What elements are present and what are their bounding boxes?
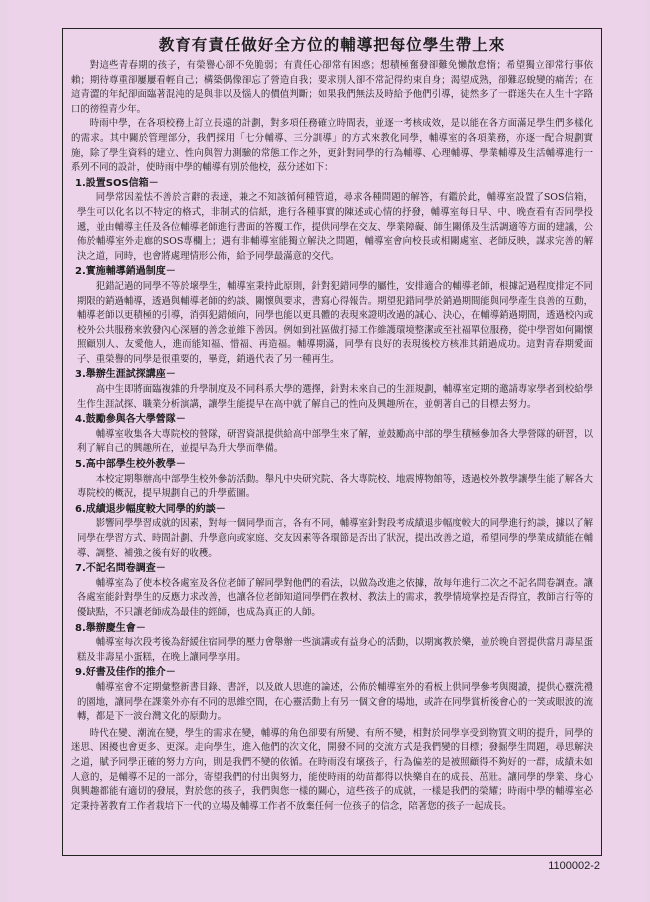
section-heading: 4.鼓勵參與各大學營隊－ bbox=[75, 414, 186, 426]
intro-paragraph-2: 時雨中學，在各項校務上訂立長遠的計劃，對多項任務確立時間表，並逐一考核成效，是以能在各方面滿足學生們多樣化的需求。其中關於管理部分，我們採用「七分輔導、三分訓導」的方式來教化同學，輔導室的各項業務，亦逐一配合規劃實施，除了學生資料的建立、性向與智力測驗的常態工作之外，更針對同學的行為輔導、心理輔導、學業輔導及生活輔導進行一系列不同的設計，使時雨中學的輔導有別於他校，茲分述如下： bbox=[71, 118, 593, 174]
section-body: 高中生即將面臨複雜的升學制度及不同科系大學的選擇，針對未來自己的生涯規劃，輔導室定期的邀請專家學者到校給學生作生涯試探、職業分析演講，讓學生能提早在高中就了解自己的性向及興趣所在，並朝著自己的目標去努力。 bbox=[77, 384, 593, 410]
section-heading: 1.設置SOS信箱－ bbox=[75, 177, 159, 189]
content-frame bbox=[62, 28, 602, 856]
section-body: 輔導室收集各大專院校的營隊，研習資訊提供給高中部學生來了解，並鼓勵高中部的學生積極參加各大學營隊的研習，以利了解自己的興趣所在，並提早為升大學而準備。 bbox=[77, 428, 593, 455]
section-body: 同學常因羞怯不善於言辭的表達，兼之不知該循何種管道，尋求各種問題的解答，有鑑於此，輔導室設置了SOS信箱，學生可以化名以不特定的格式，非制式的信紙，進行各種事實的陳述或心情的抒發，輔導室每日早、中、晚查看有否同學投遞，並由輔導主任及各位輔導老師進行書面的答覆工作，提供同學在交友、學業障礙、師生關係及生活調適等方面的建議，公佈於輔導室外走廊的SOS專欄上；遇有非輔導室能獨立解決之問題，輔導室會向校長或相關處室、老師反映，謀求完善的解決之道，同時，也會將處理情形公佈，給予同學最滿意的交代。 bbox=[77, 192, 593, 262]
section-heading: 3.舉辦生涯試探講座－ bbox=[75, 369, 176, 381]
section-body: 影響同學學習成就的因素，對每一個同學而言，各有不同，輔導室針對段考成績退步幅度較大的同學進行約談，據以了解同學在學習方式、時間計劃、升學意向或家庭、交友因素等各環節是否出了狀況，提出改善之道，希望同學的學業成績能在輔導、調整、補強之後有好的收穫。 bbox=[77, 518, 593, 559]
section-heading: 6.成績退步幅度較大同學的約談－ bbox=[75, 503, 226, 515]
section-counseling-demerit bbox=[71, 265, 593, 367]
section-body: 輔導室會不定期彙整新書目錄、書評，以及啟人思進的論述，公佈於輔導室外的看板上供同學參考與閱讀，提供心靈洗禮的園地，讓同學在課業外亦有不同的思維空間，在心靈活動上有另一個文會的場地，或許在同學賞析後會心的一笑或眼波的流轉，都是下一波台灣文化的原動力。 bbox=[77, 681, 593, 723]
section-body: 本校定期舉辦高中部學生校外參訪活動。舉凡中央研究院、各大專院校、地震博物館等，透過校外教學讓學生能了解各大專院校的概況，提早規劃自己的升學藍圖。 bbox=[77, 473, 593, 500]
page-code: 1100002-2 bbox=[548, 860, 600, 872]
section-body: 輔導室為了使本校各處室及各位老師了解同學對他們的看法，以做為改進之依據，故每年進行二次之不記名問卷調查。讓各處室能針對學生的反應力求改善，也讓各位老師知道同學們在教材、教法上的需求，教學情境掌控是否得宜，教師言行等的優缺點，不只讓老師成為最佳的經師，也成為真正的人師。 bbox=[77, 577, 593, 618]
section-heading: 2.實施輔導銷過制度－ bbox=[75, 266, 176, 278]
section-heading: 9.好書及佳作的推介－ bbox=[75, 667, 176, 679]
section-heading: 8.舉辦慶生會－ bbox=[75, 622, 146, 634]
section-body: 輔導室每次段考後為舒緩住宿同學的壓力會舉辦一些演講或有益身心的活動，以期寓教於樂，並於晚自習提供當月壽星蛋糕及非壽星小蛋糕，在晚上讓同學享用。 bbox=[77, 637, 593, 663]
section-grade-drop-interviews bbox=[71, 503, 593, 561]
document-page bbox=[6, 0, 646, 902]
section-heading: 5.高中部學生校外教學－ bbox=[75, 459, 186, 471]
section-career-lectures bbox=[71, 368, 593, 412]
document-title: 教育有責任做好全方位的輔導把每位學生帶上來 bbox=[158, 35, 506, 54]
closing-paragraph: 時代在變、潮流在變，學生的需求在變，輔導的角色卻要有所變、有所不變，相對於同學享受到物質文明的提升，同學的迷思、困擾也會更多、更深。走向學生，進入他們的次文化，開發不同的交流方式是我們變的目標；發掘學生問題，尋思解決之道，賦予同學正確的努力方向，則是我們不變的依循。在時雨沒有壞孩子，行為偏差的是被照顧得不夠好的一群，成績未如人意的，是輔導不足的一部分，寄望我們的付出與努力，能使時雨的幼苗都得以快樂自在的成長、茁壯。讓同學的學業、身心與興趣都能有適切的發展，對於您的孩子，我們與您一樣的關心，這些孩子的成就，一樣是我們的榮耀；時雨中學的輔導室必定秉持著教育工作者栽培下一代的立場及輔導工作者不放棄任何一位孩子的信念，陪著您的孩子一起成長。 bbox=[71, 727, 593, 812]
section-book-recommendations bbox=[71, 666, 593, 724]
section-birthday-party bbox=[71, 622, 593, 666]
section-body: 犯錯記過的同學不等於壞學生，輔導室秉持此原則，針對犯錯同學的屬性，安排適合的輔導老師，根據記過程度排定不同期限的銷過輔導，透過與輔導老師的約談、關懷與要求，書寫心得報告。期望犯錯同學於銷過期間能與同學產生良善的互動，輔導老師以更積極的引導，消弭犯錯傾向，同學也能以更具體的表現來證明改過的誠心、決心，在輔導銷過期間，透過校內或校外公共服務來敦發內心深層的善念並維下善因。例如到社區做打掃工作維護環境整潔或至社福單位服務，從中學習如何關懷照顧別人、友愛他人，進而能知福、惜福、再造福。輔導期滿，同學有良好的表現後校方核准其銷過成功。這對青春期愛面子、重榮譽的同學是很重要的，畢竟，銷過代表了另一種再生。 bbox=[77, 280, 593, 365]
intro-paragraph-1: 對這些青春期的孩子，有榮譽心卻不免脆弱；有責任心卻常有困惑；想積極奮發卻難免懶散怠惰；希望獨立卻常行事依賴；期待尊重卻屢屢看輕自己；構築偶像卻忘了營造自我；要求別人卻不常記得約束自身；渴望成熟，卻難忍蛻變的痛苦；在這青澀的年紀卻面臨著混沌的是與非以及惱人的價值判斷；如果我們無法及時給予他們引導，徒然多了一群迷失在人生十字路口的徬徨青少年。 bbox=[71, 60, 593, 115]
section-anonymous-survey bbox=[71, 562, 593, 620]
section-field-trips bbox=[71, 458, 593, 502]
section-university-camps bbox=[71, 413, 593, 457]
section-sos-mailbox bbox=[71, 177, 593, 265]
section-heading: 7.不記名問卷調查－ bbox=[75, 563, 166, 575]
